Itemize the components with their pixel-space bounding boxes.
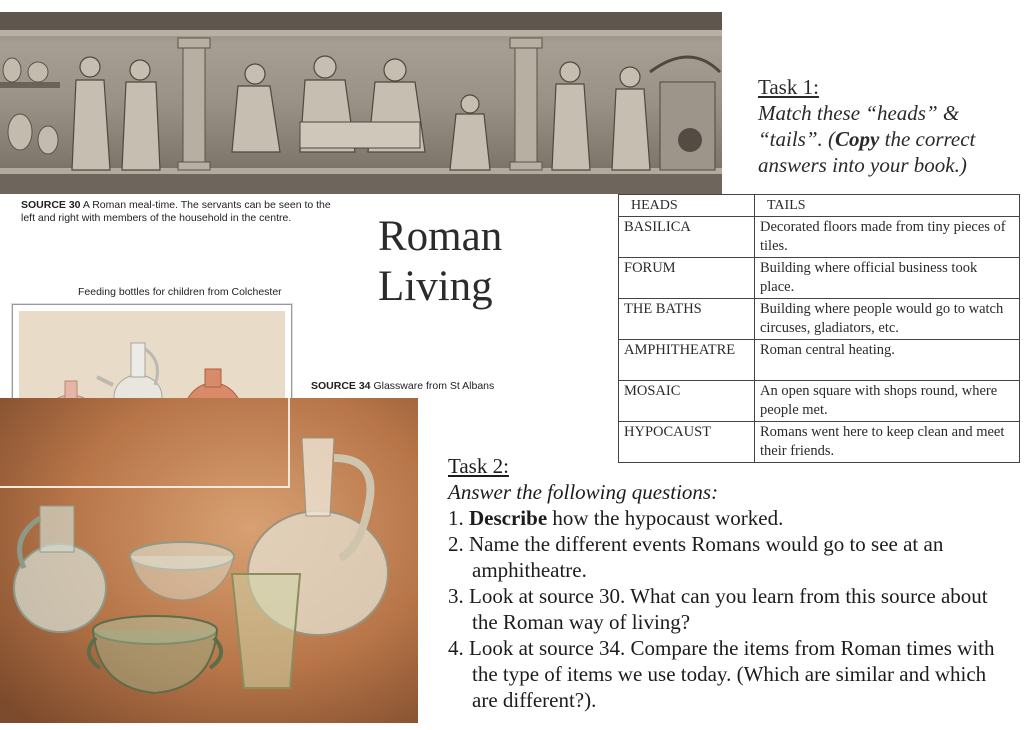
table-cell-head: FORUM (619, 258, 755, 299)
task1-line-1: Match these “heads” & (758, 101, 960, 125)
table-cell-tail: Roman central heating. (755, 340, 1020, 381)
source30-label: SOURCE 30 (21, 199, 81, 211)
table-row (619, 258, 1020, 299)
source30-text: A Roman meal-time. The servants can be seen to the left and right with members of the household in the centre. (21, 199, 331, 224)
source30-caption (21, 199, 337, 225)
question-1-text: how the hypocaust worked. (547, 506, 784, 530)
table-cell-tail: Decorated floors made from tiny pieces of tiles. (755, 217, 1020, 258)
roman-meal-relief-photo (0, 12, 722, 194)
table-cell-head: BASILICA (619, 217, 755, 258)
task1-copy-emphasis: Copy (835, 127, 880, 151)
question-1-number: 1. (448, 506, 469, 530)
table-row (619, 340, 1020, 381)
task2-heading: Task 2: (448, 454, 509, 478)
table-header-heads: HEADS (619, 195, 755, 217)
table-cell-head: THE BATHS (619, 299, 755, 340)
task1-line-3: answers into your book.) (758, 153, 967, 177)
glassware-photo (0, 398, 418, 723)
question-4: 4. Look at source 34. Compare the items from Roman times with the type of items we use today. (Which are similar and which are different?). (448, 636, 995, 712)
task1-line-2-post: the correct (879, 127, 976, 151)
table-cell-head: AMPHITHEATRE (619, 340, 755, 381)
table-cell-head: HYPOCAUST (619, 422, 755, 463)
source34-caption (311, 380, 494, 393)
table-cell-tail: Building where official business took place. (755, 258, 1020, 299)
heads-tails-table (618, 194, 1020, 463)
task1-line-2-pre: “tails”. ( (758, 127, 836, 151)
task2-subheading: Answer the following questions: (448, 480, 719, 504)
feeding-bottles-caption: Feeding bottles for children from Colchester (78, 286, 282, 298)
question-1-emphasis: Describe (469, 506, 548, 530)
table-row (619, 299, 1020, 340)
table-row (619, 381, 1020, 422)
table-cell-tail: Building where people would go to watch circuses, gladiators, etc. (755, 299, 1020, 340)
task2-questions (448, 453, 1008, 713)
source34-text: Glassware from St Albans (370, 380, 495, 392)
title-line-1: Roman (378, 213, 503, 260)
question-2: 2. Name the different events Romans would go to see at an amphitheatre. (448, 532, 944, 582)
task1-line-2 (758, 126, 975, 152)
table-header-tails: TAILS (755, 195, 1020, 217)
source34-label: SOURCE 34 (311, 380, 371, 392)
question-3: 3. Look at source 30. What can you learn from this source about the Roman way of living? (448, 584, 988, 634)
table-row (619, 217, 1020, 258)
title-line-2: Living (378, 263, 493, 310)
question-1 (448, 505, 1008, 531)
table-cell-tail: An open square with shops round, where people met. (755, 381, 1020, 422)
page-title (378, 212, 502, 312)
table-cell-head: MOSAIC (619, 381, 755, 422)
task1-instructions (758, 74, 975, 178)
table-cell-tail: Romans went here to keep clean and meet their friends. (755, 422, 1020, 463)
task1-heading: Task 1: (758, 75, 819, 99)
